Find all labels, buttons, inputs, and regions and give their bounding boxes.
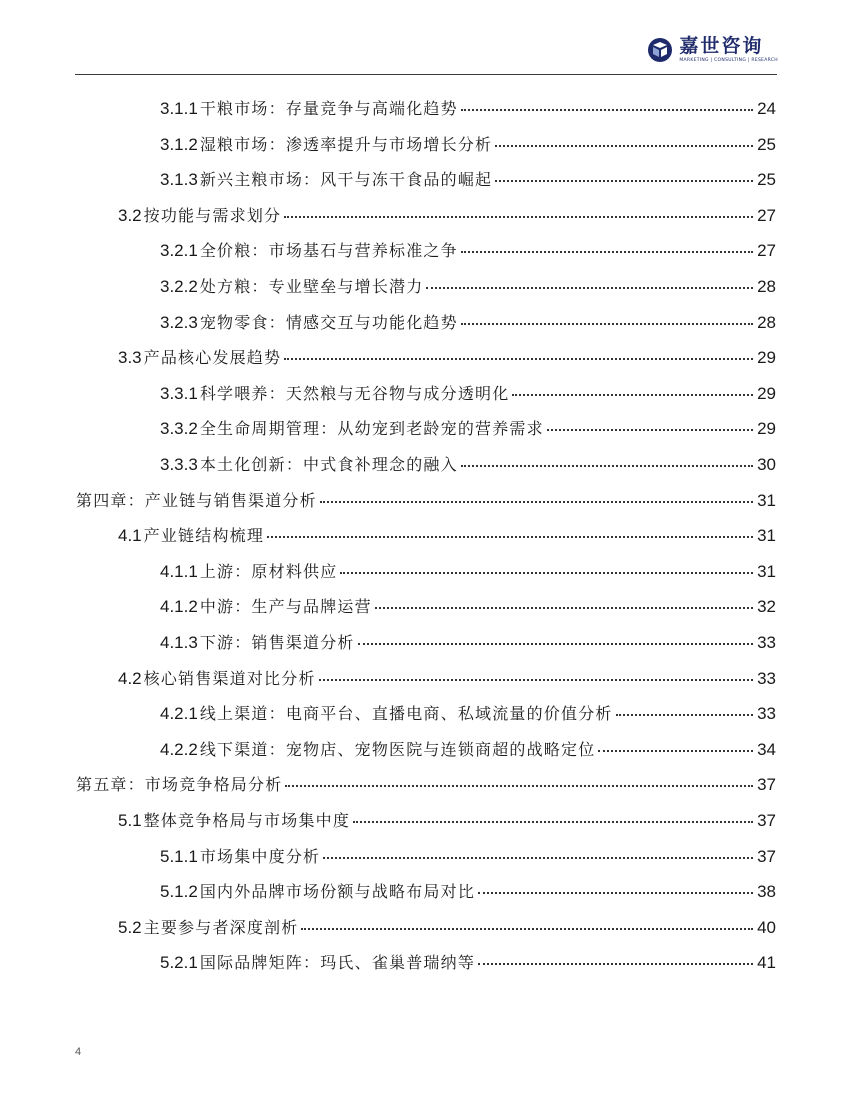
toc-entry-number: 4.2.1	[160, 704, 198, 724]
toc-entry[interactable]	[160, 97, 776, 121]
toc-entry-title: 湿粮市场：渗透率提升与市场增长分析	[199, 134, 493, 154]
toc-entry-title: 第四章：产业链与销售渠道分析	[76, 490, 317, 510]
toc-entry[interactable]	[160, 417, 776, 441]
toc-entry[interactable]	[160, 702, 776, 726]
toc-entry-number: 3.1.3	[160, 170, 198, 190]
toc-entry[interactable]	[160, 133, 776, 157]
toc-entry-title: 处方粮：专业壁垒与增长潜力	[199, 277, 424, 296]
toc-dot-leader	[323, 857, 753, 859]
toc-entry-title: 新兴主粮市场：风干与冻干食品的崛起	[199, 170, 493, 190]
toc-entry[interactable]	[160, 631, 776, 655]
toc-dot-leader	[301, 928, 753, 930]
toc-entry[interactable]	[118, 524, 776, 548]
toc-dot-leader	[495, 180, 753, 182]
toc-entry-title: 全生命周期管理：从幼宠到老龄宠的营养需求	[199, 419, 544, 439]
toc-dot-leader	[461, 323, 753, 325]
toc-entry[interactable]	[160, 168, 776, 192]
toc-entry-title: 全价粮：市场基石与营养标准之争	[199, 241, 458, 261]
toc-entry-title: 上游：原材料供应	[199, 561, 338, 581]
toc-entry-page: 29	[757, 383, 776, 403]
toc-entry-page: 30	[757, 455, 776, 474]
toc-entry-title: 干粮市场：存量竞争与高端化趋势	[199, 99, 458, 118]
toc-entry-number: 4.1.2	[160, 597, 198, 617]
toc-entry-title: 中游：生产与品牌运营	[199, 597, 372, 617]
toc-entry[interactable]	[160, 382, 776, 406]
toc-entry-page: 33	[757, 704, 776, 724]
toc-dot-leader	[512, 394, 753, 396]
toc-entry[interactable]	[160, 738, 776, 762]
toc-dot-leader	[461, 109, 753, 111]
toc-dot-leader	[478, 892, 753, 894]
toc-dot-leader	[267, 536, 753, 538]
toc-entry-page: 27	[757, 205, 776, 225]
toc-entry-title: 本土化创新：中式食补理念的融入	[199, 455, 458, 474]
toc-entry[interactable]	[76, 773, 776, 797]
toc-entry-number: 5.2	[118, 917, 142, 937]
toc-entry[interactable]	[118, 346, 776, 370]
toc-entry-number: 4.2	[118, 668, 142, 688]
toc-entry-page: 29	[757, 419, 776, 439]
toc-dot-leader	[340, 572, 753, 574]
page-header	[0, 0, 850, 80]
toc-entry-title: 国内外品牌市场份额与战略布局对比	[199, 882, 476, 902]
toc-entry-title: 宠物零食：情感交互与功能化趋势	[199, 312, 458, 332]
toc-entry-page: 28	[757, 277, 776, 296]
toc-dot-leader	[375, 607, 753, 609]
toc-entry-page: 40	[757, 917, 776, 937]
toc-entry-page: 31	[757, 490, 776, 510]
toc-entry-page: 37	[757, 846, 776, 866]
toc-entry-page: 29	[757, 348, 776, 368]
toc-entry-page: 28	[757, 312, 776, 332]
toc-entry-page: 32	[757, 597, 776, 617]
toc-entry[interactable]	[160, 595, 776, 619]
toc-dot-leader	[358, 643, 753, 645]
toc-entry-title: 国际品牌矩阵：玛氏、雀巢普瑞纳等	[199, 953, 476, 973]
page-number: 4	[75, 1046, 82, 1058]
toc-entry-number: 4.1.3	[160, 633, 198, 652]
header-divider	[75, 74, 777, 75]
toc-entry-number: 3.3.1	[160, 383, 198, 403]
toc-entry-page: 37	[757, 811, 776, 830]
toc-entry-title: 整体竞争格局与市场集中度	[143, 811, 351, 830]
toc-dot-leader	[461, 251, 753, 253]
toc-entry-number: 3.3	[118, 348, 142, 368]
toc-entry-number: 3.3.2	[160, 419, 198, 439]
toc-entry-page: 33	[757, 633, 776, 652]
toc-dot-leader	[284, 358, 753, 360]
toc-dot-leader	[598, 750, 753, 752]
toc-entry[interactable]	[160, 275, 776, 299]
toc-dot-leader	[284, 216, 753, 218]
toc-dot-leader	[495, 145, 753, 147]
toc-entry-number: 3.3.3	[160, 455, 198, 474]
toc-entry[interactable]	[160, 951, 776, 975]
toc-entry-number: 5.1	[118, 811, 142, 830]
toc-dot-leader	[353, 821, 753, 823]
toc-entry-page: 24	[757, 99, 776, 118]
toc-entry[interactable]	[160, 453, 776, 477]
toc-entry[interactable]	[160, 880, 776, 904]
toc-entry-number: 4.1	[118, 526, 142, 546]
toc-entry[interactable]	[160, 239, 776, 263]
toc-entry-title: 产业链结构梳理	[143, 526, 265, 546]
toc-entry-number: 5.1.2	[160, 882, 198, 902]
toc-entry-page: 41	[757, 953, 776, 973]
toc-entry[interactable]	[160, 560, 776, 584]
toc-entry[interactable]	[160, 845, 776, 869]
toc-dot-leader	[319, 679, 753, 681]
toc-entry-title: 市场集中度分析	[199, 846, 321, 866]
toc-entry[interactable]	[118, 204, 776, 228]
toc-dot-leader	[285, 785, 753, 787]
toc-entry-number: 3.1.2	[160, 134, 198, 154]
toc-entry[interactable]	[118, 667, 776, 691]
toc-entry-page: 38	[757, 882, 776, 902]
toc-dot-leader	[547, 429, 753, 431]
toc-entry-number: 3.2.2	[160, 277, 198, 296]
toc-entry-number: 3.2.3	[160, 312, 198, 332]
toc-dot-leader	[461, 465, 753, 467]
toc-entry-title: 第五章：市场竞争格局分析	[76, 775, 283, 795]
toc-entry-number: 5.2.1	[160, 953, 198, 973]
toc-entry-page: 37	[757, 775, 776, 795]
toc-dot-leader	[478, 963, 753, 965]
toc-entry-page: 34	[757, 739, 776, 759]
toc-entry-title: 按功能与需求划分	[143, 205, 282, 225]
toc-entry[interactable]	[118, 809, 776, 833]
toc-entry-page: 25	[757, 134, 776, 154]
toc-entry-page: 31	[757, 561, 776, 581]
toc-entry-page: 27	[757, 241, 776, 261]
brand-logo-icon	[647, 37, 673, 63]
toc-entry[interactable]	[160, 311, 776, 335]
toc-entry-number: 4.1.1	[160, 561, 198, 581]
toc-entry[interactable]	[76, 489, 776, 513]
brand-name: 嘉世咨询	[679, 35, 764, 57]
toc-entry-title: 线下渠道：宠物店、宠物医院与连锁商超的战略定位	[199, 739, 596, 759]
brand-logo	[647, 36, 778, 63]
toc-entry-number: 3.1.1	[160, 99, 198, 118]
toc-dot-leader	[426, 287, 753, 289]
toc-entry-page: 33	[757, 668, 776, 688]
toc-entry-number: 3.2	[118, 205, 142, 225]
toc-entry-title: 核心销售渠道对比分析	[143, 668, 316, 688]
toc-entry-number: 4.2.2	[160, 739, 198, 759]
toc-entry-title: 产品核心发展趋势	[143, 348, 282, 368]
toc-entry-page: 31	[757, 526, 776, 546]
brand-tagline: MARKETING | CONSULTING | RESEARCH	[679, 58, 778, 63]
toc-dot-leader	[320, 501, 753, 503]
toc-entry[interactable]	[118, 916, 776, 940]
toc-dot-leader	[616, 714, 753, 716]
toc-entry-number: 3.2.1	[160, 241, 198, 261]
toc-entry-title: 下游：销售渠道分析	[199, 633, 355, 652]
toc-entry-number: 5.1.1	[160, 846, 198, 866]
toc-entry-title: 科学喂养：天然粮与无谷物与成分透明化	[199, 383, 510, 403]
toc-entry-title: 主要参与者深度剖析	[143, 917, 299, 937]
toc-entry-page: 25	[757, 170, 776, 190]
toc-entry-title: 线上渠道：电商平台、直播电商、私域流量的价值分析	[199, 704, 613, 724]
